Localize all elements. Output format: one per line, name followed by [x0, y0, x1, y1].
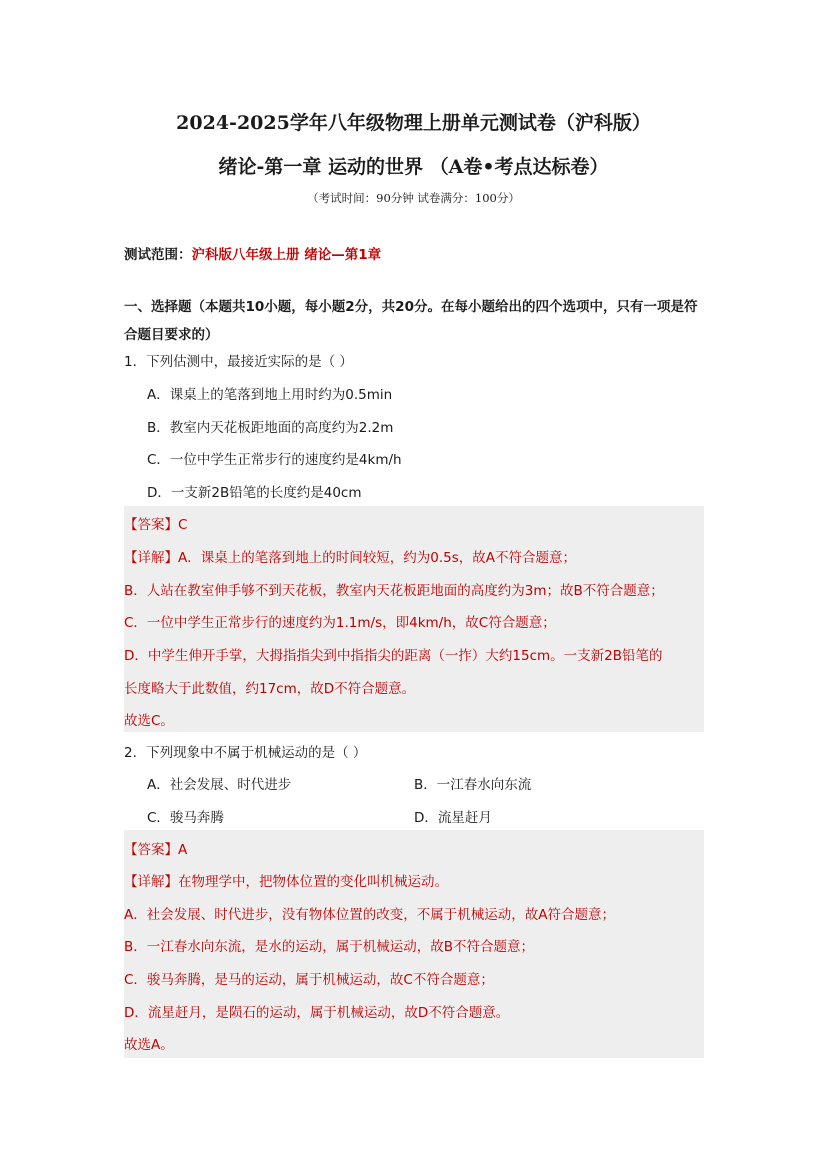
test-range-label: 测试范围：: [124, 247, 192, 263]
question-2-detail-line: A．社会发展、时代进步，没有物体位置的改变，不属于机械运动，故A符合题意；: [124, 907, 615, 923]
exam-subtitle: 绪论-第一章 运动的世界 （A卷•考点达标卷）: [218, 156, 609, 178]
question-1-stem: 1．下列估测中，最接近实际的是（ ）: [124, 354, 353, 370]
test-range-value: 沪科版八年级上册 绪论—第1章: [191, 247, 382, 263]
question-1-option-d: D．一支新2B铅笔的长度约是40cm: [147, 485, 362, 501]
question-2-stem: 2．下列现象中不属于机械运动的是（ ）: [124, 745, 367, 761]
question-1-option-a: A．课桌上的笔落到地上用时约为0.5min: [147, 387, 393, 403]
exam-info: （考试时间：90分钟 试卷满分：100分）: [307, 191, 520, 205]
question-1-option-b: B．教室内天花板距地面的高度约为2.2m: [147, 420, 394, 436]
question-2-option-d: D．流星赶月: [414, 810, 492, 826]
question-1-detail-line: C．一位中学生正常步行的速度约为1.1m/s，即4km/h，故C符合题意；: [124, 615, 556, 631]
question-1-conclusion: 故选C。: [124, 713, 174, 729]
question-2-detail-line: B．一江春水向东流，是水的运动，属于机械运动，故B不符合题意；: [124, 939, 535, 955]
question-2-answer: 【答案】A: [124, 842, 188, 858]
question-1-detail-line: D．中学生伸开手掌，大拇指指尖到中指指尖的距离（一拃）大约15cm。一支新2B铅笔的: [124, 648, 663, 664]
question-2-conclusion: 故选A。: [124, 1037, 174, 1053]
test-range: [124, 243, 381, 263]
question-1-detail-line: 【详解】A．课桌上的笔落到地上的时间较短，约为0.5s，故A不符合题意；: [124, 550, 576, 566]
question-2-detail-line: D．流星赶月，是陨石的运动，属于机械运动，故D不符合题意。: [124, 1005, 510, 1021]
question-2-detail-line: C．骏马奔腾，是马的运动，属于机械运动，故C不符合题意；: [124, 972, 494, 988]
question-1-answer: 【答案】C: [124, 517, 188, 533]
question-2-option-b: B．一江春水向东流: [414, 777, 532, 793]
section-heading: 一、选择题（本题共10小题，每小题2分，共20分。在每小题给出的四个选项中，只有一项是符合题目要求的）: [124, 299, 698, 343]
question-2-detail-line: 【详解】在物理学中，把物体位置的变化叫机械运动。: [124, 874, 448, 890]
question-2-option-a: A．社会发展、时代进步: [147, 777, 292, 793]
question-1-detail-line: B．人站在教室伸手够不到天花板，教室内天花板距地面的高度约为3m；故B不符合题意；: [124, 583, 664, 599]
question-1-option-c: C．一位中学生正常步行的速度约是4km/h: [147, 452, 402, 468]
exam-title: 2024-2025学年八年级物理上册单元测试卷（沪科版）: [176, 112, 651, 134]
question-2-option-c: C．骏马奔腾: [147, 810, 224, 826]
question-1-detail-line: 长度略大于此数值，约17cm，故D不符合题意。: [124, 681, 416, 697]
